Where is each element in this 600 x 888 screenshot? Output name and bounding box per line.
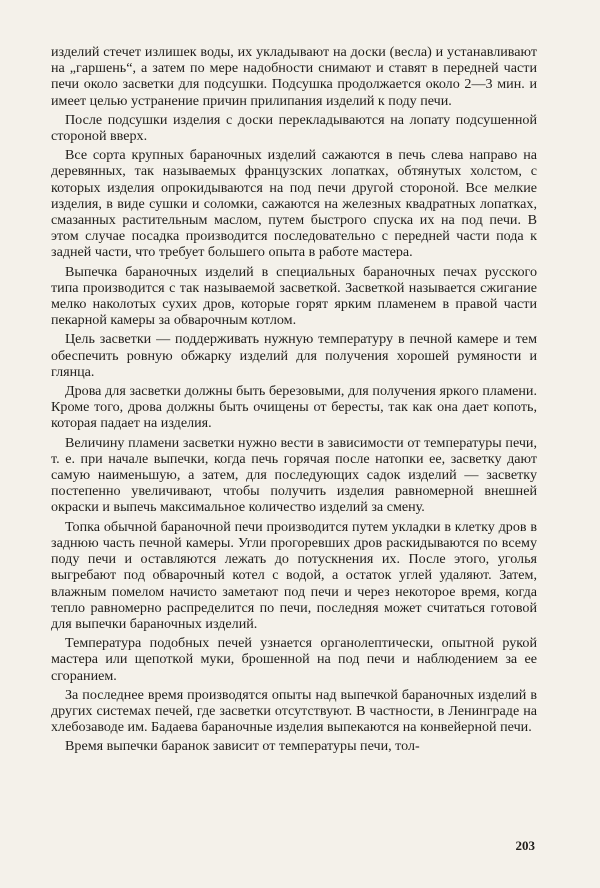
page-number: 203 — [515, 838, 535, 853]
paragraph-8: Топка обычной бараночной печи производится путем укладки в клетку дров в заднюю часть печной камеры. Угли прогоревших дров раскидываются по всему поду печи и оставляются лежать до потускнения их. После этого, уголья выгребают под обварочный котел с водой, а остаток углей удаляют. Затем, влажным помелом начисто заметают под печи и через некоторое время, когда тепло равномерно распределится по печи, последняя может считаться готовой для выпечки бараночных изделий. — [51, 518, 537, 632]
paragraph-10: За последнее время производятся опыты над выпечкой бараночных изделий в других системах печей, где засветки отсутствуют. В частности, в Ленинграде на хлебозаводе им. Бадаева бараночные изделия выпекаются на конвейерной печи. — [51, 686, 537, 736]
paragraph-9: Температура подобных печей узнается органолептически, опытной рукой мастера или щепоткой муки, брошенной на под печи и наблюдением за ее сгоранием. — [51, 635, 537, 684]
paragraph-6: Дрова для засветки должны быть березовыми, для получения яркого пламени. Кроме того, дрова должны быть очищены от бересты, так как она дает копоть, которая падает на изделия. — [51, 383, 537, 432]
paragraph-11: Время выпечки баранок зависит от температуры печи, тол- — [65, 738, 420, 755]
paragraph-5: Цель засветки — поддерживать нужную температуру в печной камере и тем обеспечить ровную обжарку изделий для получения хорошей румяности и глянца. — [51, 331, 537, 380]
paragraph-7: Величину пламени засветки нужно вести в зависимости от температуры печи, т. е. при начале выпечки, когда печь горячая после натопки ее, засветку дают самую наименьшую, а затем, для последующих садок изделий — засветку постепенно увеличивают, чтобы получить изделия равномерной внешней окраски и выпечь максимальное количество изделий за смену. — [51, 434, 537, 516]
paragraph-1: изделий стечет излишек воды, их укладывают на доски (весла) и устанавливают на „гаршень“, а затем по мере надобности снимают и ставят в передней части печи около засветки для подсушки. Подсушка продолжается около 2—3 мин. и имеет целью устранение причин прилипания изделий к поду печи. — [51, 44, 537, 109]
paragraph-2: После подсушки изделия с доски перекладываются на лопату подсушенной стороной вверх. — [51, 111, 537, 145]
paragraph-3: Все сорта крупных бараночных изделий сажаются в печь слева направо на деревянных, так называемых французских лопатках, обтянутых холстом, с которых изделия опрокидываются на под печи другой стороной. Все мелкие изделия, в виде сушки и соломки, сажаются на железных квадратных лопатках, смазанных растительным маслом, путем быстрого спуска их на под печи. В этом случае посадка производится последовательно с передней части пода к задней части, что требует большего опыта в работе мастера. — [51, 147, 537, 261]
paragraph-4: Выпечка бараночных изделий в специальных бараночных печах русского типа производится с так называемой засветкой. Засветкой называется сжигание мелко наколотых сухих дров, которые горят ярким пламенем в правой части пекарной камеры за обварочным котлом. — [51, 263, 537, 329]
